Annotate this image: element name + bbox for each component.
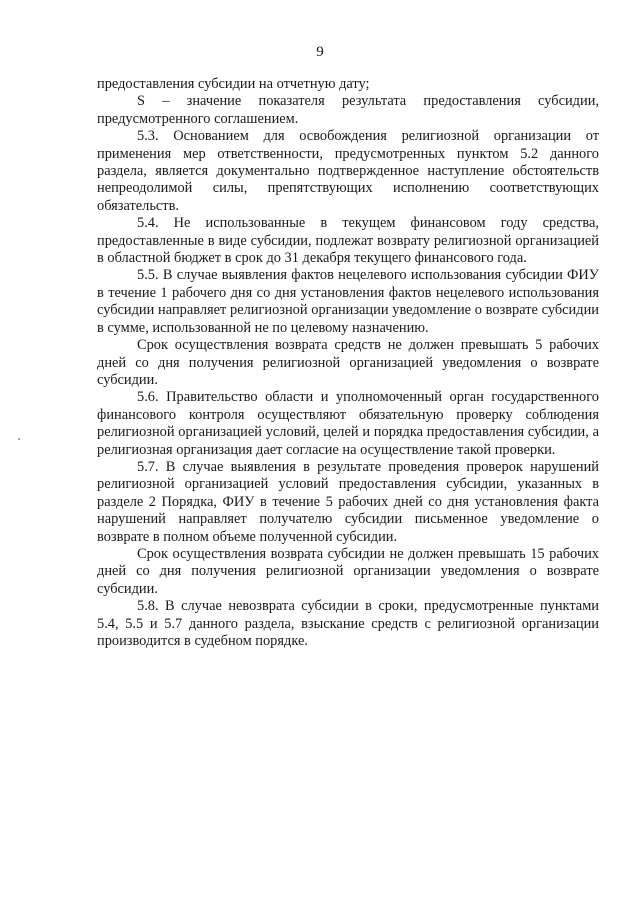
paragraph-5-6: 5.6. Правительство области и уполномоченный орган государственного финансового контроля осуществляют обязательную проверку соблюдения религиозной организацией условий, целей и порядка предоставления субсидии, а религиозная организация дает согласие на осуществление такой проверки. [97, 389, 599, 458]
paragraph-5-8: 5.8. В случае невозврата субсидии в сроки, предусмотренные пунктами 5.4, 5.5 и 5.7 данного раздела, взыскание средств с религиозной организации производится в судебном порядке. [97, 598, 599, 649]
paragraph-5-3: 5.3. Основанием для освобождения религиозной организации от применения мер ответственности, предусмотренных пунктом 5.2 данного раздела, является документально подтвержденное наступление обстоятельств непреодолимой силы, препятствующих исполнению соответствующих обязательств. [97, 128, 599, 214]
paragraph-s-definition: S – значение показателя результата предоставления субсидии, предусмотренного соглашением. [97, 93, 599, 127]
paragraph-5-4: 5.4. Не использованные в текущем финансовом году средства, предоставленные в виде субсидии, подлежат возврату религиозной организацией в областной бюджет в срок до 31 декабря текущего финансового года. [97, 215, 599, 267]
paragraph-5-5: 5.5. В случае выявления фактов нецелевого использования субсидии ФИУ в течение 1 рабочего дня со дня установления фактов нецелевого использования субсидии направляет религиозной организации уведомление о возврате субсидии в сумме, использованной не по целевому назначению. [97, 267, 599, 336]
document-body [97, 76, 599, 650]
paragraph-5-7: 5.7. В случае выявления в результате проведения проверок нарушений религиозной организацией условий предоставления субсидии, указанных в разделе 2 Порядка, ФИУ в течение 5 рабочих дней со дня установления факта нарушений направляет получателю субсидии письменное уведомление о возврате в полном объеме полученной субсидии. [97, 458, 599, 545]
paragraph-5-5-deadline: Срок осуществления возврата средств не должен превышать 5 рабочих дней со дня получения религиозной организацией уведомления о возврате субсидии. [97, 337, 599, 388]
paragraph-intro-continuation: предоставления субсидии на отчетную дату; [97, 76, 370, 92]
paragraph-5-7-deadline: Срок осуществления возврата субсидии не должен превышать 15 рабочих дней со дня получения религиозной организации уведомления о возврате субсидии. [97, 545, 599, 597]
margin-speck [18, 438, 20, 440]
page-number: 9 [316, 44, 324, 60]
